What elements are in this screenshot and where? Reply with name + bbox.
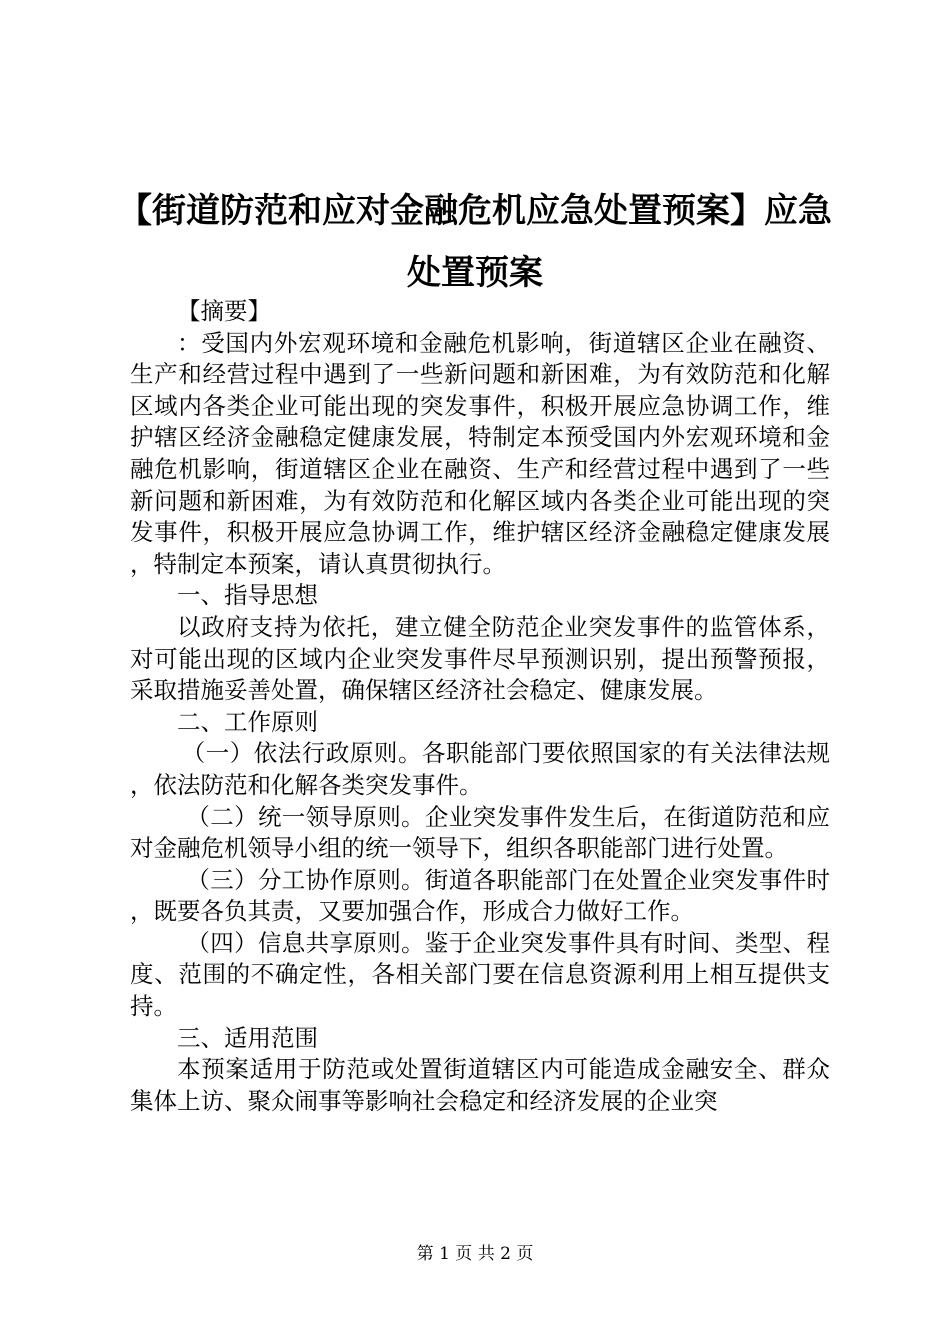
section-heading-1: 一、指导思想 [177,581,318,610]
principle-paragraph-2: （二）统一领导原则。企业突发事件发生后，在街道防范和应对金融危机领导小组的统一领导下，组织各职能部门进行处置。 [130,802,830,863]
document-body [130,296,830,1117]
section-paragraph-1: 以政府支持为依托，建立健全防范企业突发事件的监管体系，对可能出现的区域内企业突发事件尽早预测识别，提出预警预报，采取措施妥善处置，确保辖区经济社会稳定、健康发展。 [130,612,830,705]
section-heading-2: 二、工作原则 [177,707,318,736]
page-footer: 第 1 页 共 2 页 [416,1244,534,1264]
principle-paragraph-4: （四）信息共享原则。鉴于企业突发事件具有时间、类型、程度、范围的不确定性，各相关部门要在信息资源利用上相互提供支持。 [130,928,830,1021]
abstract-paragraph: ：受国内外宏观环境和金融危机影响，街道辖区企业在融资、生产和经营过程中遇到了一些新问题和新困难，为有效防范和化解区域内各类企业可能出现的突发事件，积极开展应急协调工作，维护辖区经济金融稳定健康发展，特制定本预受国内外宏观环境和金融危机影响，街道辖区企业在融资、生产和经营过程中遇到了一些新问题和新困难，为有效防范和化解区域内各类企业可能出现的突发事件，积极开展应急协调工作，维护辖区经济金融稳定健康发展，特制定本预案，请认真贯彻执行。 [130,328,830,578]
section-paragraph-3: 本预案适用于防范或处置街道辖区内可能造成金融安全、群众集体上访、聚众闹事等影响社会稳定和经济发展的企业突 [130,1055,830,1115]
abstract-heading: 【摘要】 [177,297,271,325]
principle-paragraph-1: （一）依法行政原则。各职能部门要依照国家的有关法律法规，依法防范和化解各类突发事件。 [130,739,830,799]
principle-paragraph-3: （三）分工协作原则。街道各职能部门在处置企业突发事件时，既要各负其责，又要加强合作，形成合力做好工作。 [130,865,830,926]
document-title: 【街道防范和应对金融危机应急处置预案】应急处置预案 [118,191,832,293]
section-heading-3: 三、适用范围 [177,1023,318,1052]
